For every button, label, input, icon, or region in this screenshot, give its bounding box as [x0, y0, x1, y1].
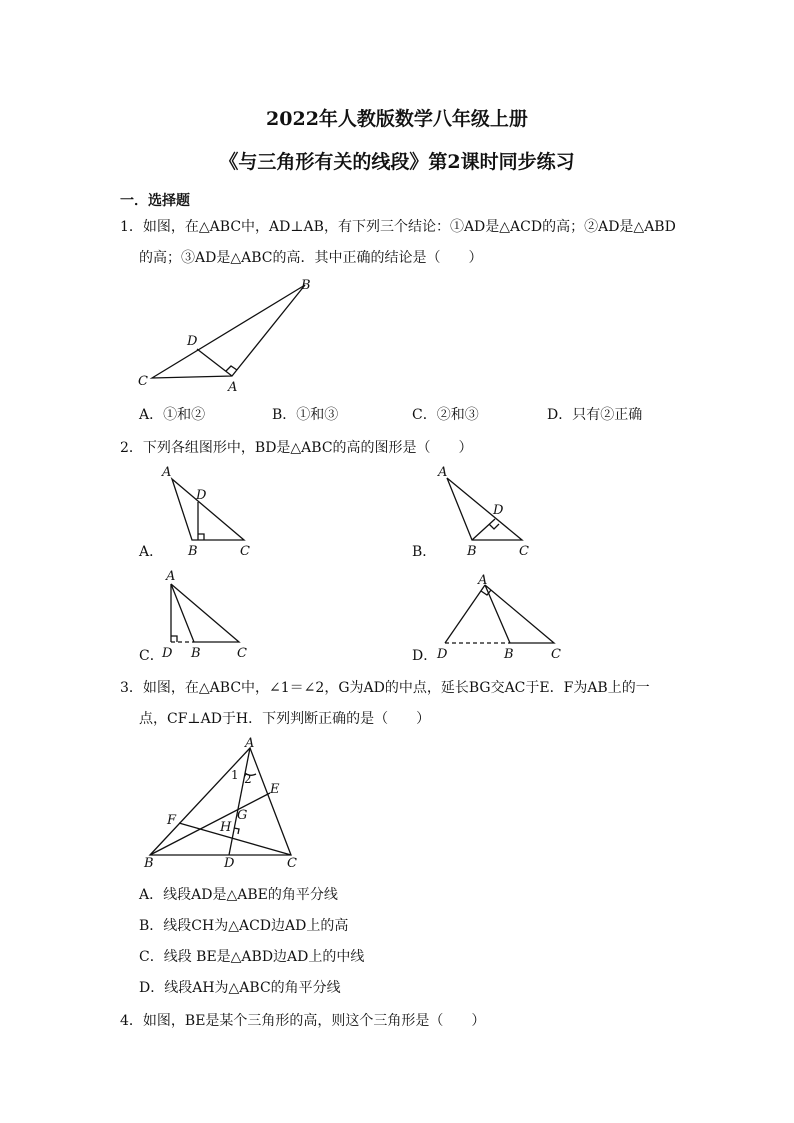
q2-option-c: C．: [139, 648, 164, 664]
svg-text:C: C: [287, 856, 297, 871]
q2-figure-d: [430, 573, 570, 668]
q1-option-c: C．②和③: [412, 407, 479, 423]
q3-option-d: D．线段AH为△ABC的角平分线: [139, 980, 341, 996]
svg-text:A: A: [245, 736, 255, 751]
svg-text:C: C: [240, 544, 250, 559]
q1-text-line1: 1．如图，在△ABC中，AD⊥AB，有下列三个结论：①AD是△ACD的高；②AD是△ABD: [120, 219, 676, 235]
q3-text-line2: 点，CF⊥AD于H．下列判断正确的是（ ）: [139, 711, 431, 727]
svg-text:B: B: [191, 646, 201, 661]
svg-text:A: A: [478, 573, 488, 588]
svg-text:1: 1: [231, 768, 239, 782]
q1-text-line2: 的高；③AD是△ABC的高．其中正确的结论是（ ）: [139, 250, 483, 266]
q2-option-a: A．: [139, 544, 164, 560]
q3-figure: [138, 733, 308, 873]
svg-text:C: C: [237, 646, 247, 661]
q1-segment-ad: [197, 349, 232, 376]
svg-text:A: A: [166, 569, 176, 584]
svg-text:D: D: [437, 647, 448, 662]
svg-text:E: E: [270, 782, 280, 797]
q2-figure-c: [158, 565, 258, 665]
title-line-2: 《与三角形有关的线段》第2课时同步练习: [219, 151, 575, 173]
q1-label-a: A: [228, 380, 238, 395]
q1-option-d: D．只有②正确: [547, 407, 643, 423]
svg-text:B: B: [467, 544, 477, 559]
q1-label-b: B: [301, 278, 311, 293]
q3-text-line1: 3．如图，在△ABC中，∠1＝∠2，G为AD的中点，延长BG交AC于E．F为AB上的一: [120, 680, 650, 696]
q1-option-a: A．①和②: [139, 407, 206, 423]
svg-text:D: D: [196, 488, 207, 503]
section-heading: 一．选择题: [120, 193, 190, 209]
svg-text:D: D: [224, 856, 235, 871]
svg-text:2: 2: [244, 772, 252, 786]
q2-option-d: D．: [412, 648, 438, 664]
svg-text:D: D: [493, 503, 504, 518]
svg-text:B: B: [144, 856, 154, 871]
q1-label-c: C: [138, 374, 148, 389]
q3-option-b: B．线段CH为△ACD边AD上的高: [139, 918, 349, 934]
svg-text:G: G: [237, 808, 248, 823]
title-line-1: 2022年人教版数学八年级上册: [266, 108, 528, 130]
q1-option-b: B．①和③: [272, 407, 339, 423]
svg-text:D: D: [162, 646, 173, 661]
q2-figure-a: [160, 462, 260, 562]
q3-option-a: A．线段AD是△ABE的角平分线: [139, 887, 338, 903]
svg-text:C: C: [519, 544, 529, 559]
q1-triangle: [152, 285, 305, 378]
svg-text:A: A: [438, 465, 448, 480]
svg-text:F: F: [167, 813, 177, 828]
q3-option-c: C．线段 BE是△ABD边AD上的中线: [139, 949, 365, 965]
q2-option-b: B．: [412, 544, 437, 560]
q4-text-line1: 4．如图，BE是某个三角形的高，则这个三角形是（ ）: [120, 1013, 486, 1029]
svg-text:H: H: [220, 820, 232, 835]
q3-segment-ad: [229, 748, 250, 855]
q1-right-angle-mark: [226, 366, 237, 371]
q1-label-d: D: [187, 334, 198, 349]
q2-figure-b: [435, 462, 545, 562]
q1-figure: [130, 275, 330, 395]
q2-text-line1: 2．下列各组图形中，BD是△ABC的高的图形是（ ）: [120, 440, 473, 456]
svg-text:B: B: [188, 544, 198, 559]
svg-text:A: A: [162, 465, 172, 480]
svg-text:B: B: [504, 647, 514, 662]
svg-text:C: C: [551, 647, 561, 662]
